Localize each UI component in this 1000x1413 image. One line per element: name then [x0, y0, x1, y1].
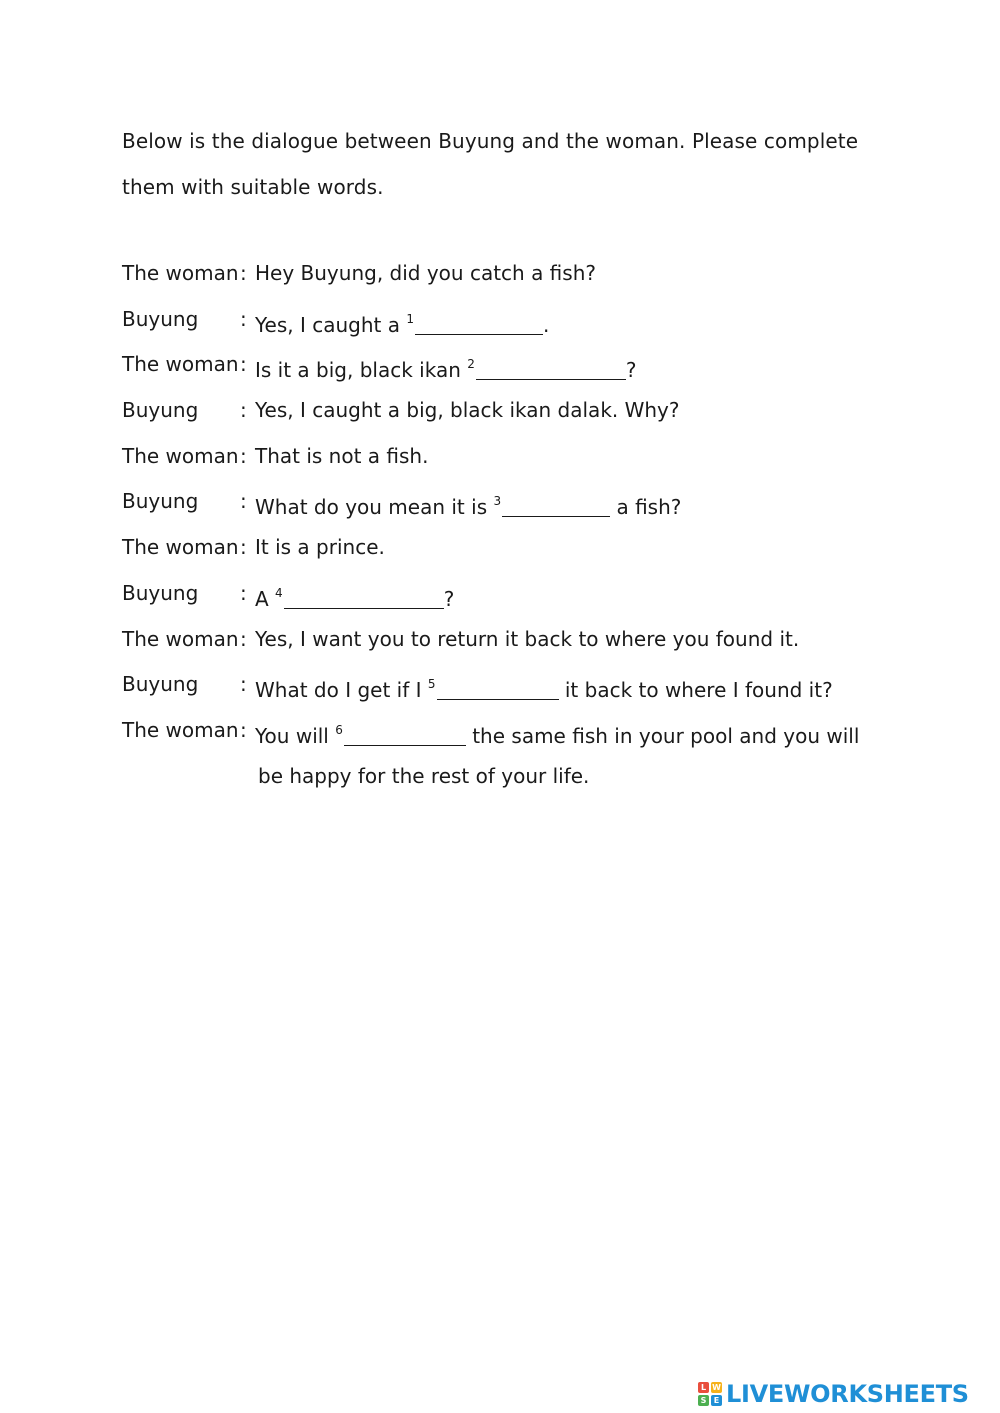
speaker-colon: : — [240, 535, 247, 560]
answer-blank-2[interactable] — [476, 359, 626, 380]
speech-text — [255, 300, 549, 344]
speaker-colon: : — [240, 352, 247, 377]
logo-mark-tile: E — [711, 1395, 722, 1406]
dialogue-line — [122, 482, 902, 528]
instructions-line-2: them with suitable words. — [122, 175, 384, 199]
speaker-colon: : — [240, 306, 247, 331]
answer-blank-3[interactable] — [502, 496, 610, 517]
dialogue-line — [122, 528, 902, 574]
speech-fragment: A — [255, 586, 276, 611]
speech-fragment: ? — [625, 358, 637, 383]
speech-text — [255, 254, 596, 292]
logo-mark-tile: L — [698, 1382, 709, 1393]
answer-blank-4[interactable] — [284, 588, 444, 609]
dialogue-line — [122, 665, 902, 711]
dialogue — [122, 254, 902, 802]
speech-fragment: Yes, I caught a big, black ikan dalak. Why? — [255, 398, 680, 423]
speaker-label: The woman — [122, 717, 239, 742]
blank-number: 4 — [275, 585, 283, 600]
speaker-label: Buyung — [122, 398, 199, 423]
speech-text — [255, 437, 428, 475]
answer-blank-1[interactable] — [415, 314, 543, 335]
liveworksheets-logo — [698, 1378, 969, 1410]
answer-blank-6[interactable] — [344, 725, 466, 746]
speaker-colon: : — [240, 717, 247, 742]
dialogue-line — [122, 757, 902, 803]
speech-fragment: That is not a fish. — [255, 443, 429, 468]
dialogue-line — [122, 391, 902, 437]
speech-text — [255, 345, 637, 389]
speech-fragment: be happy for the rest of your life. — [258, 763, 590, 788]
logo-text: LIVEWORKSHEETS — [726, 1380, 969, 1408]
logo-mark-tile: S — [698, 1395, 709, 1406]
speaker-label: The woman — [122, 626, 239, 651]
blank-number: 6 — [335, 722, 343, 737]
speech-text — [255, 711, 859, 755]
speech-text — [255, 574, 454, 618]
speaker-colon: : — [240, 489, 247, 514]
speaker-colon: : — [240, 626, 247, 651]
speech-text — [255, 482, 681, 526]
speaker-label: The woman — [122, 535, 239, 560]
speech-fragment: What do I get if I — [255, 678, 428, 703]
speech-fragment: . — [543, 312, 550, 337]
dialogue-line — [122, 300, 902, 346]
dialogue-line — [122, 620, 902, 666]
blank-number: 2 — [467, 357, 475, 372]
dialogue-line — [122, 437, 902, 483]
speaker-label: The woman — [122, 352, 239, 377]
speaker-label: The woman — [122, 261, 239, 285]
speech-fragment: it back to where I found it? — [558, 678, 833, 703]
speaker-label: Buyung — [122, 489, 199, 514]
speech-fragment: You will — [255, 723, 336, 748]
speech-fragment: Yes, I want you to return it back to where you found it. — [255, 626, 800, 651]
dialogue-line — [122, 574, 902, 620]
blank-number: 1 — [406, 311, 415, 326]
speaker-colon: : — [240, 580, 247, 605]
dialogue-line — [122, 711, 902, 757]
speech-text — [255, 665, 833, 709]
dialogue-line — [122, 254, 902, 300]
speech-fragment: It is a prince. — [255, 535, 385, 560]
dialogue-line — [122, 345, 902, 391]
speaker-label: Buyung — [122, 672, 199, 697]
speech-fragment: ? — [443, 586, 455, 611]
speaker-colon: : — [240, 672, 247, 697]
liveworksheets-logo-icon — [698, 1382, 722, 1406]
speaker-label: The woman — [122, 443, 239, 468]
speaker-label: Buyung — [122, 580, 199, 605]
logo-mark-tile: W — [712, 1383, 721, 1392]
instructions-line-1: Below is the dialogue between Buyung and the woman. Please complete — [122, 129, 859, 153]
speech-fragment: Is it a big, black ikan — [255, 358, 468, 383]
speech-text — [255, 391, 680, 429]
speech-fragment: Hey Buyung, did you catch a fish? — [255, 261, 596, 285]
speech-fragment: a fish? — [610, 495, 682, 520]
instructions — [122, 118, 882, 210]
speech-fragment: What do you mean it is — [255, 495, 494, 520]
speech-text — [255, 620, 799, 658]
speaker-colon: : — [240, 398, 247, 423]
speech-fragment: the same fish in your pool and you will — [465, 723, 860, 748]
speaker-colon: : — [240, 261, 247, 285]
speech-fragment: Yes, I caught a — [255, 312, 407, 337]
blank-number: 5 — [427, 677, 436, 692]
blank-number: 3 — [493, 494, 502, 509]
speech-text — [255, 528, 385, 566]
speech-text — [258, 757, 589, 795]
speaker-label: Buyung — [122, 306, 199, 331]
speaker-colon: : — [240, 443, 247, 468]
answer-blank-5[interactable] — [437, 679, 559, 700]
